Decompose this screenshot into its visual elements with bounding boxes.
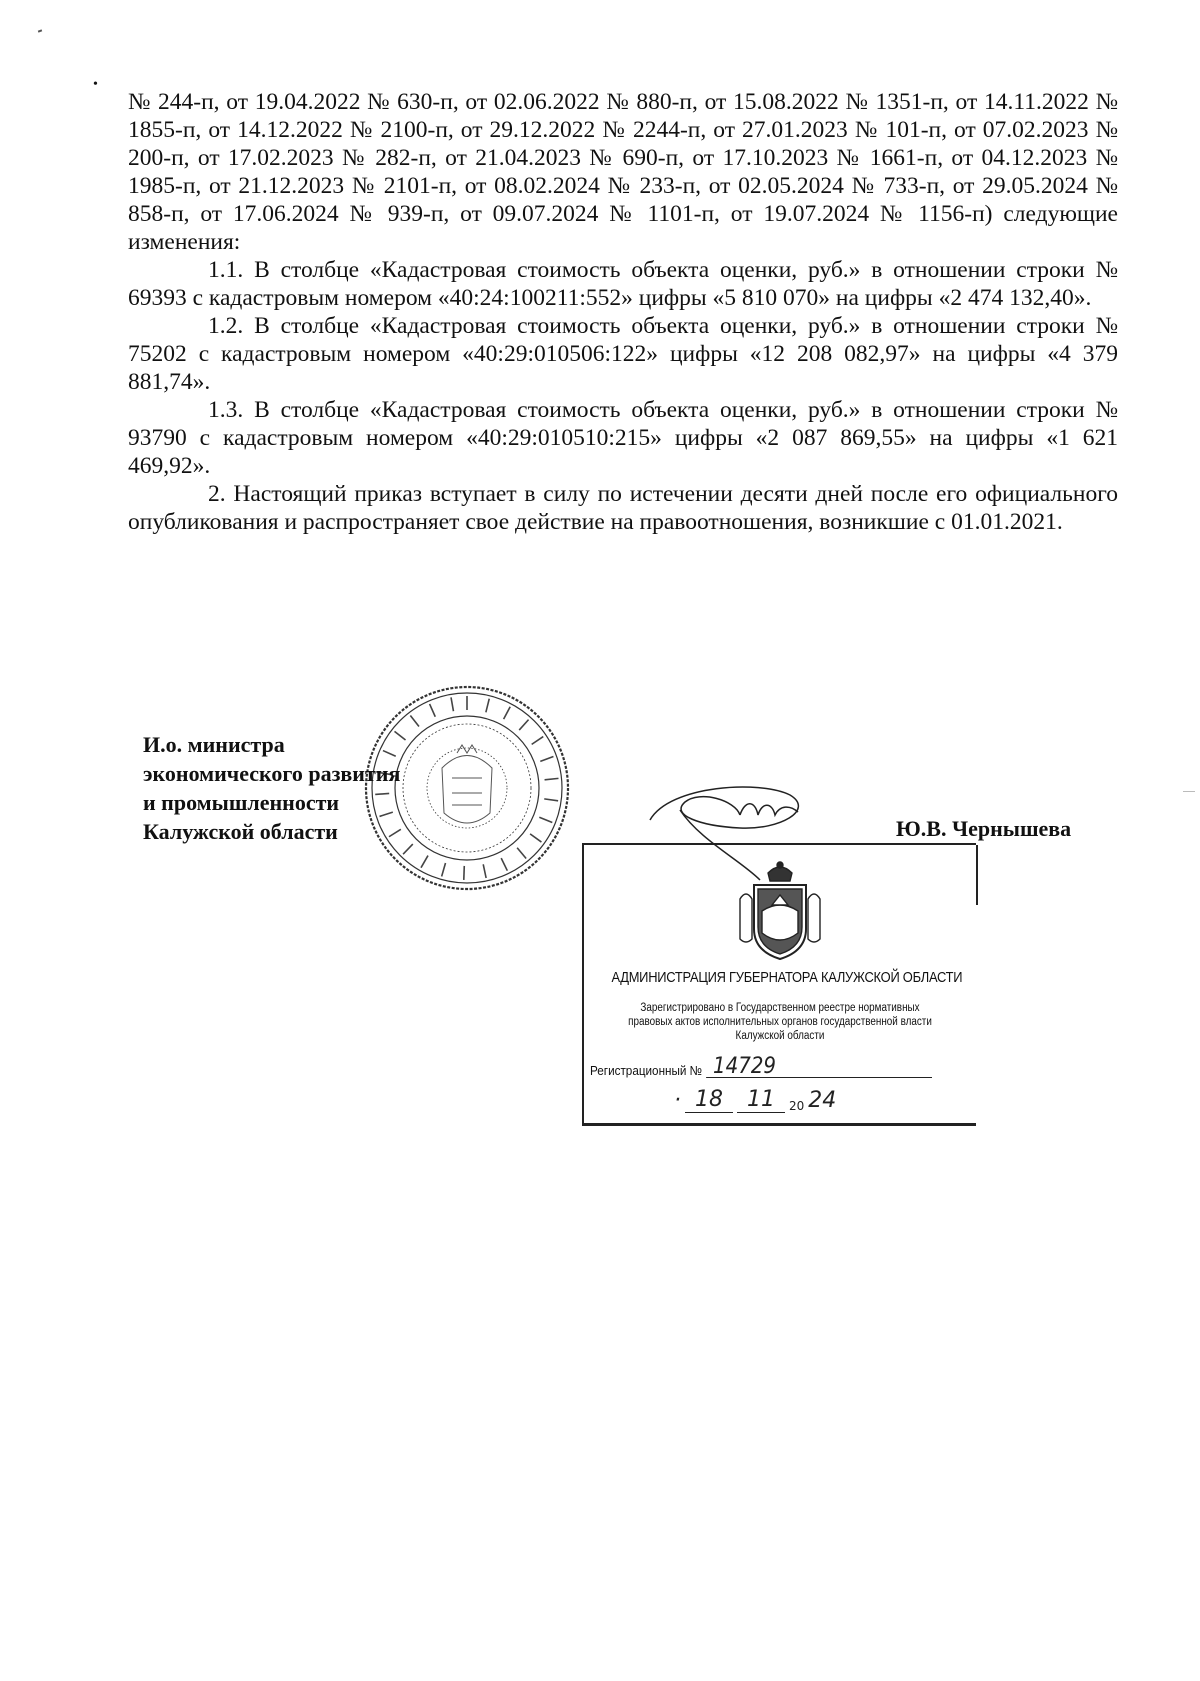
date-day: 18 [685, 1087, 733, 1113]
document-body [128, 88, 1118, 536]
date-open-mark: · [674, 1088, 681, 1113]
registration-header: АДМИНИСТРАЦИЯ ГУБЕРНАТОРА КАЛУЖСКОЙ ОБЛАСТИ [611, 969, 963, 986]
signatory-line-1: И.о. министра [143, 732, 285, 757]
signatory-line-3: и промышленности [143, 790, 340, 815]
date-year-prefix: 20 [789, 1099, 805, 1113]
item-1-2: 1.2. В столбце «Кадастровая стоимость объекта оценки, руб.» в отношении строки № 75202 с кадастровым номером «40:29:010506:122» цифры «12 208 082,97» на цифры «4 379 881,74». [128, 313, 1118, 395]
registration-date [674, 1087, 874, 1113]
registration-stamp-edge [976, 845, 978, 905]
signatory-line-4: Калужской области [143, 819, 338, 844]
registration-text-line-3: Калужской области [735, 1030, 825, 1042]
date-year-suffix: 24 [808, 1088, 837, 1113]
registration-text-line-2: правовых актов исполнительных органов государственной власти [628, 1016, 932, 1028]
signatory-position [143, 730, 400, 846]
registration-number-row [590, 1054, 932, 1079]
kaluga-coat-of-arms-icon [732, 859, 828, 963]
signatory-name: Ю.В. Чернышева [896, 816, 1072, 841]
scan-dot: • [93, 77, 98, 92]
registration-number-label: Регистрационный № [590, 1063, 703, 1078]
item-1-1: 1.1. В столбце «Кадастровая стоимость объекта оценки, руб.» в отношении строки № 69393 с кадастровым номером «40:24:100211:552» цифры «5 810 070» на цифры «2 474 132,40». [128, 257, 1118, 311]
intro-paragraph: № 244-п, от 19.04.2022 № 630-п, от 02.06.2022 № 880-п, от 15.08.2022 № 1351-п, от 14.11.2022 № 1855-п, от 14.12.2022 № 2100-п, от 29.12.2022 № 2244-п, от 27.01.2023 № 101-п, от 07.02.2023 № 200-п, от 17.02.2023 № 282-п, от 21.04.2023 № 690-п, от 17.10.2023 № 1661-п, от 04.12.2023 № 1985-п, от 21.12.2023 № 2101-п, от 08.02.2024 № 233-п, от 02.05.2024 № 733-п, от 29.05.2024 № 858-п, от 17.06.2024 № 939-п, от 09.07.2024 № 1101-п, от 19.07.2024 № 1156-п) следующие изменения: [128, 89, 1118, 255]
scan-speck [38, 29, 42, 32]
item-1-3: 1.3. В столбце «Кадастровая стоимость объекта оценки, руб.» в отношении строки № 93790 с кадастровым номером «40:29:010510:215» цифры «2 087 869,55» на цифры «1 621 469,92». [128, 397, 1118, 479]
registration-text-line-1: Зарегистрировано в Государственном реестре нормативных [640, 1002, 920, 1014]
clause-2: 2. Настоящий приказ вступает в силу по истечении десяти дней после его официального опубликования и распространяет свое действие на правоотношения, возникшие с 01.01.2021. [128, 481, 1118, 535]
signatory-line-2: экономического развития [143, 761, 401, 786]
scan-margin-mark [1183, 791, 1195, 792]
registration-stamp [582, 843, 976, 1126]
registration-number-value: 14729 [706, 1057, 932, 1078]
date-month: 11 [737, 1087, 785, 1113]
registration-text [611, 1001, 948, 1043]
